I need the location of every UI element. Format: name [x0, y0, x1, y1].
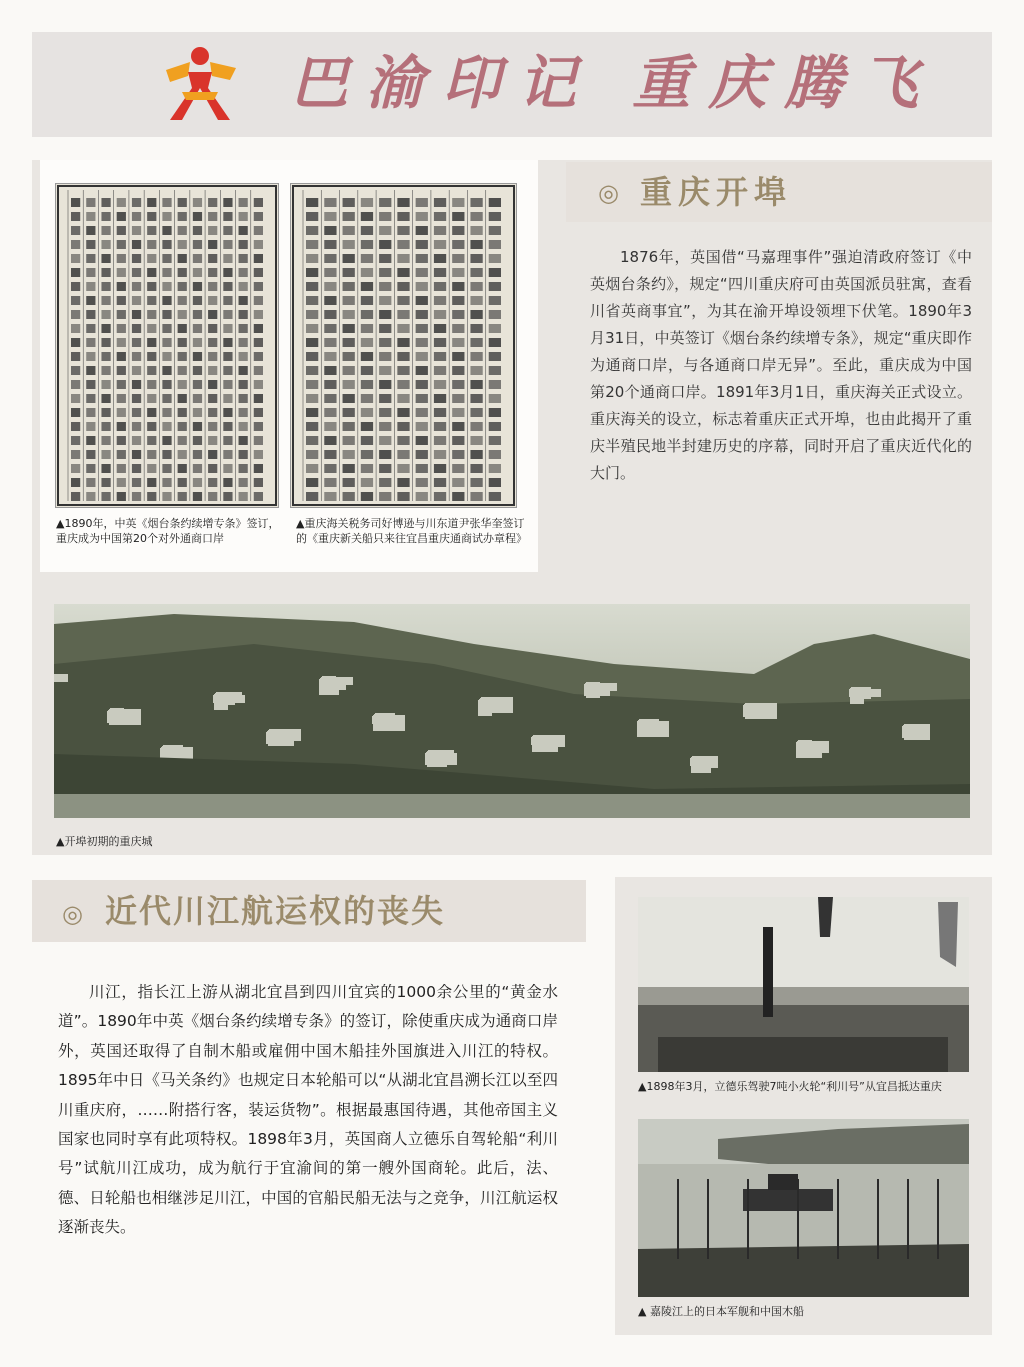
caption-jialing: ▲ 嘉陵江上的日本军舰和中国木船 — [638, 1305, 804, 1318]
treaty-document-image — [55, 183, 279, 508]
bullet-circle-icon: ◎ — [598, 179, 619, 207]
bullet-circle-icon: ◎ — [62, 900, 83, 928]
chongqing-panorama-photo — [54, 604, 970, 818]
section1-body: 1876年，英国借“马嘉理事件”强迫清政府签订《中英烟台条约》，规定“四川重庆府可由英国派员驻寓，查看川省英商事宜”，为其在渝开埠设领埋下伏笔。1890年3月31日，中英签订《烟台条约续增专条》，规定“重庆即作为通商口岸，与各通商口岸无异”。至此，重庆成为中国第20个通商口岸。1891年3月1日，重庆海关正式设立。重庆海关的设立，标志着重庆正式开埠，也由此揭开了重庆半殖民地半封建历史的序幕，同时开启了重庆近代化的大门。 — [590, 248, 972, 482]
caption-treaty: ▲1890年，中英《烟台条约续增专条》签订，重庆成为中国第20个对外通商口岸 — [56, 517, 280, 545]
customs-regulation-image — [290, 183, 517, 508]
caption-steamship: ▲1898年3月，立德乐驾驶7吨小火轮“利川号”从宜昌抵达重庆 — [638, 1080, 942, 1093]
section1-title: 重庆开埠 — [640, 173, 793, 211]
caption-panorama: ▲开埠初期的重庆城 — [56, 835, 153, 848]
section2-body: 川江，指长江上游从湖北宜昌到四川宜宾的1000余公里的“黄金水道”。1890年中英《烟台条约续增专条》的签订，除使重庆成为通商口岸外，英国还取得了自制木船或雇佣中国木船挂外国旗进入川江的特权。1895年中日《马关条约》也规定日本轮船可以“从湖北宜昌溯长江以至四川重庆府，……附搭行客，装运货物”。根据最惠国待遇，其他帝国主义国家也同时享有此项特权。1898年3月，英国商人立德乐自驾轮船“利川号”试航川江成功，成为航行于宜渝间的第一艘外国商轮。此后，法、德、日轮船也相继涉足川江，中国的官船民船无法与之竞争，川江航运权逐渐丧失。 — [58, 983, 558, 1237]
section2-title: 近代川江航运权的丧失 — [105, 892, 446, 930]
logo-icon — [160, 42, 240, 122]
caption-customs: ▲重庆海关税务司好博逊与川东道尹张华奎签订的《重庆新关船只来往宜昌重庆通商试办章程》 — [296, 517, 527, 545]
jialing-river-photo — [638, 1119, 969, 1297]
steamship-lichuan-photo — [638, 897, 969, 1072]
header-title: 巴渝印记 重庆腾飞 — [290, 49, 937, 117]
